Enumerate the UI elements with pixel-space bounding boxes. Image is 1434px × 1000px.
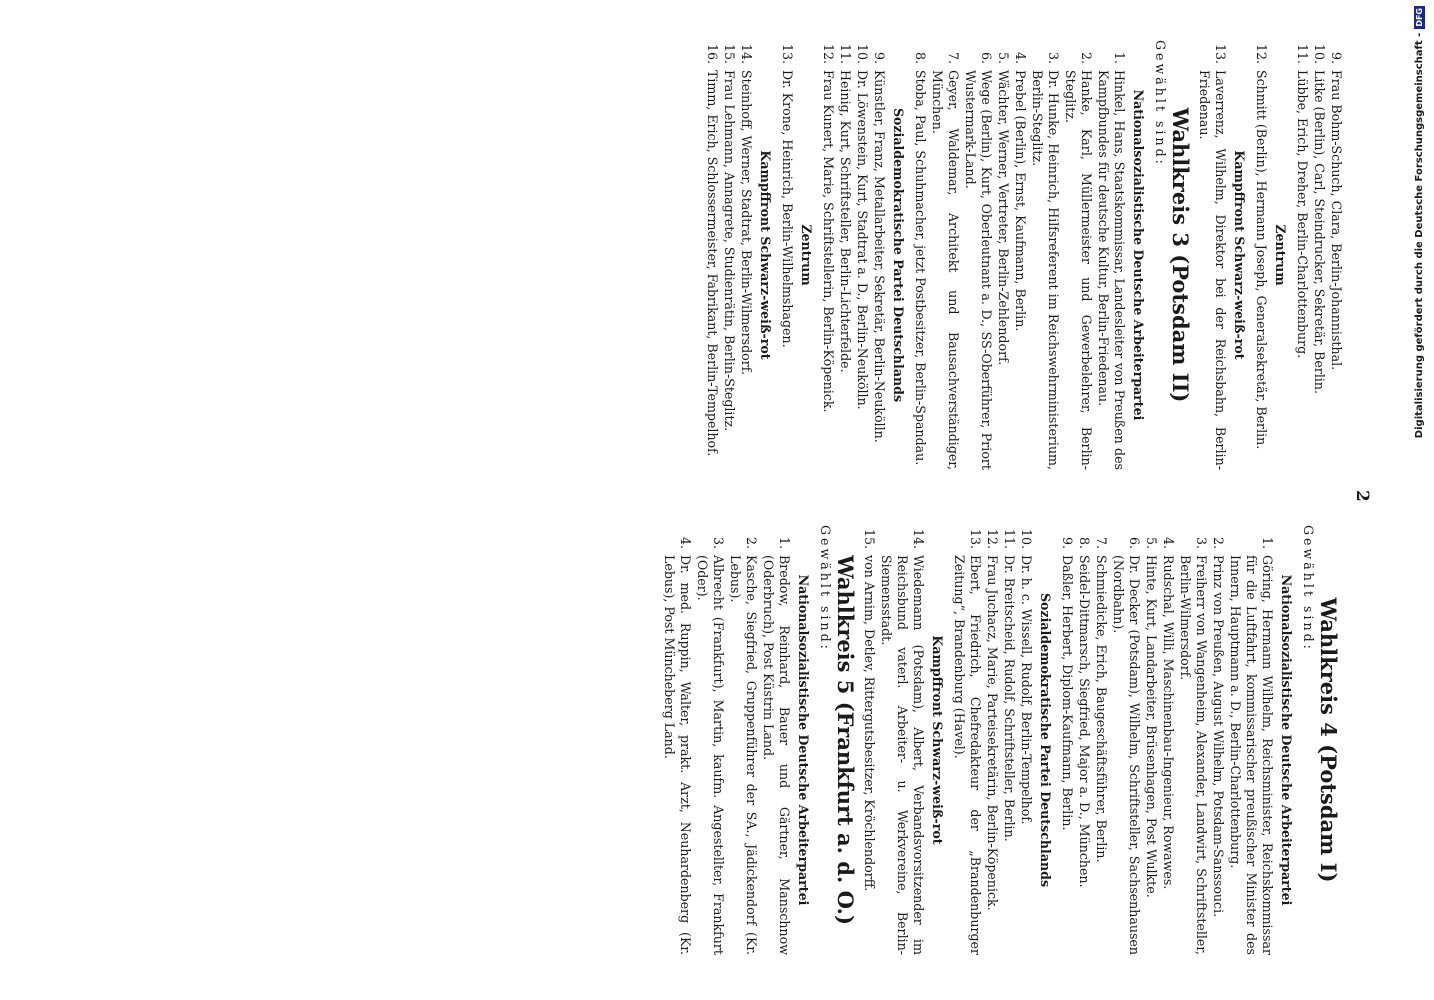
- entry: [727, 525, 759, 955]
- entry: [1210, 525, 1226, 955]
- wahlkreis-title: Wahlkreis 4 (Potsdam I): [1316, 597, 1341, 883]
- entry-number: 4.: [1161, 536, 1176, 549]
- entry-text: Albrecht (Frankfurt), Martin, kaufm. Angestellter, Frankfurt (Oder).: [695, 555, 726, 955]
- entry-text: Steinhoff, Werner, Stadtrat, Berlin-Wilmersdorf.: [739, 70, 754, 375]
- entry: [1029, 40, 1061, 470]
- entry-number: 5.: [1144, 536, 1159, 549]
- entry: [854, 40, 870, 470]
- page-number: 2: [1352, 490, 1372, 502]
- entry-text: Dr. Breitscheid, Rudolf, Schriftsteller, Berlin.: [1002, 555, 1017, 842]
- entry-text: von Arnim, Detlev, Rittergutsbesitzer, Kröchlendorff.: [862, 555, 877, 892]
- entry-text: Hanke, Karl, Müllermeister und Gewerbelehrer, Berlin-Steglitz.: [1063, 70, 1094, 470]
- entry-number: 11.: [838, 43, 853, 64]
- entry: [779, 40, 795, 470]
- entry-number: 2.: [1079, 51, 1094, 64]
- entry-text: Göring, Hermann Wilhelm, Reichsminister, Reichskommissar für die Luftfahrt, kommissarischer preußischer Minister des Innern, Hauptmann a. D., Berlin-Charlottenburg.: [1228, 555, 1275, 955]
- party-heading: Sozialdemokratische Partei Deutschlands: [891, 107, 906, 403]
- entry-number: 7.: [1094, 536, 1109, 549]
- entry: [1001, 525, 1017, 955]
- entry-text: Kasche, Siegfried, Gruppenführer der SA., Jädickendorf (Kr. Lebus).: [728, 555, 759, 955]
- entry: [1095, 40, 1127, 470]
- entry-number: 16.: [705, 43, 720, 64]
- entry-text: Frau Kunert, Marie, Schriftstellerin, Berlin-Köpenick.: [821, 70, 836, 413]
- entry-number: 6.: [1127, 536, 1142, 549]
- entry-text: Schmitt (Berlin), Hermann Joseph, Generalsekretär, Berlin.: [1254, 70, 1269, 450]
- entry: [984, 525, 1000, 955]
- wahlkreis-title: Wahlkreis 3 (Potsdam II): [1168, 107, 1193, 403]
- entry: [1227, 525, 1275, 955]
- entry: [661, 525, 693, 955]
- entry-number: 11.: [1002, 528, 1017, 549]
- entry-number: 9.: [1329, 51, 1344, 64]
- entry-text: Seidel-Dittmarsch, Siegfried, Major a. D., München.: [1077, 555, 1092, 888]
- entry-text: Wege (Berlin), Kurt, Oberleutnant a. D., SS-Oberführer, Priort Wustermark-Land.: [963, 70, 994, 470]
- entry: [837, 40, 853, 470]
- entry-text: Dr. med. Ruppin, Walter, prakt. Arzt, Neuhardenberg (Kr. Lebus), Post Müncheberg Land.: [662, 555, 693, 955]
- entry-number: 12.: [1254, 43, 1269, 64]
- party-heading: Zentrum: [799, 224, 814, 286]
- entry-number: 13.: [780, 43, 795, 64]
- entry-text: Frau Lehmann, Annagrete, Studienrätin, Berlin-Steglitz.: [722, 70, 737, 432]
- entry: [820, 40, 836, 470]
- entry-text: Stoba, Paul, Schuhmacher, jetzt Postbesitzer, Berlin-Spandau.: [913, 70, 928, 466]
- entry: [694, 525, 726, 955]
- entry-text: Hinte, Kurt, Landarbeiter, Brüsenhagen, Post Wulkte.: [1144, 555, 1159, 898]
- entry-number: 11.: [1295, 43, 1310, 64]
- party-heading: Nationalsozialistische Deutsche Arbeiterpartei: [1131, 89, 1146, 421]
- entry: [1253, 40, 1269, 470]
- entry: [1062, 40, 1094, 470]
- entry: [1294, 40, 1310, 470]
- entry-number: 4.: [678, 536, 693, 549]
- entry: [721, 40, 737, 470]
- entry-number: 7.: [946, 51, 961, 64]
- entry-text: Daßler, Herbert, Diplom-Kaufmann, Berlin.: [1060, 555, 1075, 831]
- left-column: [703, 40, 1344, 470]
- entry-text: Laverrenz, Wilhelm, Direktor bei der Reichsbahn, Berlin-Friedenau.: [1197, 70, 1228, 470]
- party-heading: Sozialdemokratische Partei Deutschlands: [1038, 592, 1053, 888]
- entry: [871, 40, 887, 470]
- entry: [1076, 525, 1092, 955]
- entry: [962, 40, 994, 470]
- entry: [1012, 40, 1028, 470]
- entry-number: 3.: [711, 536, 726, 549]
- party-heading: Nationalsozialistische Deutsche Arbeiterpartei: [1279, 574, 1294, 906]
- entry-number: 14.: [911, 528, 926, 549]
- entry-number: 8.: [913, 51, 928, 64]
- party-heading: Zentrum: [1273, 224, 1288, 286]
- entry: [861, 525, 877, 955]
- entry-number: 1.: [777, 536, 792, 549]
- entry-text: Litke (Berlin), Carl, Steindrucker, Sekretär, Berlin.: [1312, 70, 1327, 395]
- entry-number: 15.: [722, 43, 737, 64]
- entry-number: 5.: [996, 51, 1011, 64]
- party-heading: Kampffront Schwarz-weiß-rot: [1232, 150, 1247, 360]
- entry: [1143, 525, 1159, 955]
- entry-text: Frau Juchacz, Marie, Parteisekretärin, Berlin-Köpenick.: [985, 555, 1000, 911]
- entry-number: 12.: [821, 43, 836, 64]
- entry-text: Schmiedicke, Erich, Baugeschäftsführer, Berlin.: [1094, 555, 1109, 863]
- entry-text: Bredow, Reinhard, Bauer und Gärtner, Manschnow (Oderbruch), Post Küstrin Land.: [761, 555, 792, 955]
- entry: [1177, 525, 1209, 955]
- right-column: [660, 525, 1344, 955]
- entry: [1311, 40, 1327, 470]
- entry: [760, 525, 792, 955]
- entry-number: 13.: [1213, 43, 1228, 64]
- entry: [704, 40, 720, 470]
- gewaehlt-label: Gewählt sind:: [1153, 40, 1168, 167]
- entry-number: 2.: [1211, 536, 1226, 549]
- entry: [738, 40, 754, 470]
- dfg-logo: DFG: [1415, 8, 1424, 27]
- entry-number: 3.: [1046, 51, 1061, 64]
- entry: [1160, 525, 1176, 955]
- entry-text: Wiedemann (Potsdam), Albert, Verbandsvorsitzender im Reichsbund vaterl. Arbeiter- u. Werkvereine, Berlin-Siemensstadt.: [879, 555, 926, 955]
- entry-number: 9.: [1060, 536, 1075, 549]
- entry: [1328, 40, 1344, 470]
- party-heading: Nationalsozialistische Deutsche Arbeiterpartei: [796, 574, 811, 906]
- entry: [1018, 525, 1034, 955]
- entry-text: Wächter, Werner, Vertreter, Berlin-Zehlendorf.: [996, 70, 1011, 366]
- entry-number: 13.: [968, 528, 983, 549]
- party-heading: Kampffront Schwarz-weiß-rot: [758, 150, 773, 360]
- entry-text: Geyer, Waldemar, Architekt und Bausachverständiger, München.: [930, 70, 961, 470]
- entry-text: Rudschal, Willi, Maschinenbau-Ingenieur, Rowawes.: [1161, 555, 1176, 890]
- entry: [1196, 40, 1228, 470]
- entry-text: Dr. Decker (Potsdam), Wilhelm, Schriftsteller, Sachsenhausen (Nordbahn).: [1111, 555, 1142, 955]
- entry-number: 8.: [1077, 536, 1092, 549]
- entry-number: 15.: [862, 528, 877, 549]
- entry: [951, 525, 983, 955]
- entry-number: 6.: [979, 51, 994, 64]
- entry-number: 10.: [1019, 528, 1034, 549]
- footer: [1412, 0, 1434, 1000]
- gewaehlt-label: Gewählt sind:: [1301, 525, 1316, 652]
- entry-text: Ebert, Friedrich, Chefredakteur der „Brandenburger Zeitung“, Brandenburg (Havel).: [952, 555, 983, 955]
- wahlkreis-title: Wahlkreis 5 (Frankfurt a. d. O.): [833, 555, 858, 925]
- entry-text: Dr. Krone, Heinrich, Berlin-Wilhelmshagen.: [780, 70, 795, 348]
- entry: [1093, 525, 1109, 955]
- entry-text: Künstler, Franz, Metallarbeiter, Sekretär, Berlin-Neukölln.: [872, 70, 887, 443]
- entry-number: 2.: [744, 536, 759, 549]
- entry-text: Dr. h. c. Wissell, Rudolf, Berlin-Tempelhof.: [1019, 555, 1034, 825]
- entry-number: 4.: [1013, 51, 1028, 64]
- entry: [878, 525, 926, 955]
- entry: [929, 40, 961, 470]
- entry: [912, 40, 928, 470]
- entry-text: Frau Bohm-Schuch, Clara, Berlin-Johannisthal.: [1329, 70, 1344, 371]
- entry-text: Dr. Hunke, Heinrich, Hilfsreferent im Reichswehrministerium, Berlin-Steglitz.: [1030, 70, 1061, 470]
- entry: [1059, 525, 1075, 955]
- entry: [995, 40, 1011, 470]
- entry-number: 14.: [739, 43, 754, 64]
- entry-text: Freiherr von Wangenheim, Alexander, Landwirt, Schriftsteller, Berlin-Wilmersdorf.: [1178, 555, 1209, 955]
- party-heading: Kampffront Schwarz-weiß-rot: [930, 635, 945, 845]
- entry-text: Dr. Löwenstein, Kurt, Stadtrat a. D., Berlin-Neukölln.: [855, 70, 870, 410]
- entry-text: Timm, Erich, Schlossermeister, Fabrikant, Berlin-Tempelhof.: [705, 70, 720, 457]
- entry: [1110, 525, 1142, 955]
- entry-number: 10.: [855, 43, 870, 64]
- entry-number: 1.: [1260, 536, 1275, 549]
- entry-number: 3.: [1194, 536, 1209, 549]
- entry-text: Heinig, Kurt, Schriftsteller, Berlin-Lichterfelde.: [838, 70, 853, 373]
- entry-text: Hinkel, Hans, Staatskommissar, Landesleiter von Preußen des Kampfbundes für deutsche Kultur, Berlin-Friedenau.: [1096, 70, 1127, 470]
- entry-number: 1.: [1112, 51, 1127, 64]
- entry-text: Lübbe, Erich, Dreher, Berlin-Charlottenburg.: [1295, 70, 1310, 359]
- gewaehlt-label: Gewählt sind:: [818, 525, 833, 652]
- footer-text: Digitalisierung gefördert durch die Deutsche Forschungsgemeinschaft -: [1414, 32, 1425, 439]
- entry-number: 9.: [872, 51, 887, 64]
- entry-text: Prinz von Preußen, August Wilhelm, Potsdam-Sanssouci.: [1211, 555, 1226, 918]
- entry-text: Prebel (Berlin), Ernst, Kaufmann, Berlin.: [1013, 70, 1028, 332]
- entry-number: 12.: [985, 528, 1000, 549]
- entry-number: 10.: [1312, 43, 1327, 64]
